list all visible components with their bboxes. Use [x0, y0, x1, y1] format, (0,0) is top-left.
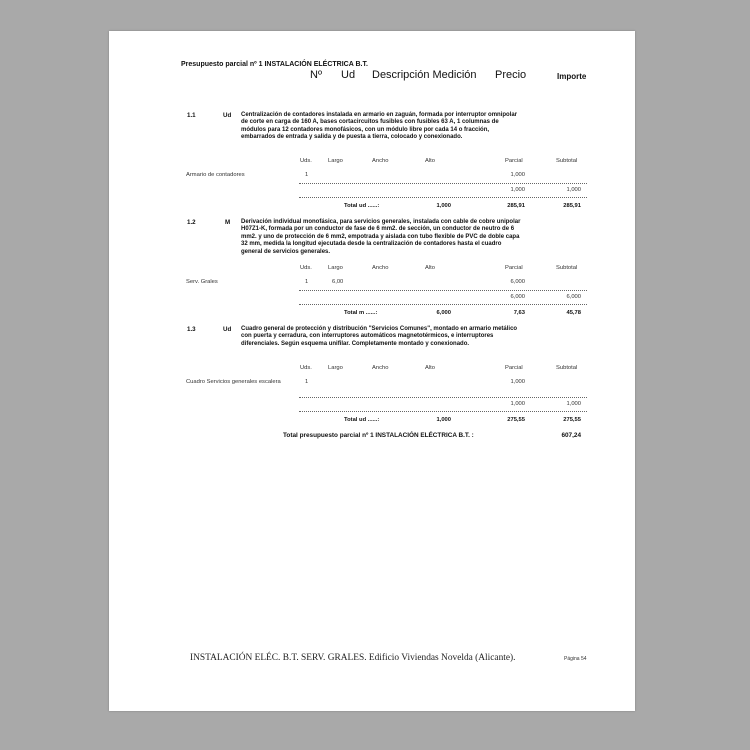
subtotal-value: 6,000 [566, 294, 581, 300]
subheader-parcial: Parcial [505, 158, 523, 164]
subheader-uds: Uds. [300, 365, 312, 371]
item-code: 1.1 [187, 112, 196, 119]
dotted-separator [299, 397, 587, 398]
subheader-alto: Alto [425, 365, 435, 371]
measurement-label: Serv. Grales [186, 279, 218, 285]
col-header-price: Precio [495, 69, 527, 81]
subheader-subtotal: Subtotal [556, 365, 578, 371]
total-price: 275,55 [507, 417, 525, 423]
total-label: Total ud ......: [344, 417, 380, 423]
dotted-separator [299, 197, 587, 198]
subheader-alto: Alto [425, 158, 435, 164]
item-code: 1.3 [187, 326, 196, 333]
total-quantity: 1,000 [436, 203, 451, 209]
subtotal-value: 1,000 [566, 401, 581, 407]
subheader-parcial: Parcial [505, 265, 523, 271]
total-quantity: 1,000 [436, 417, 451, 423]
document-page [109, 31, 635, 711]
total-quantity: 6,000 [436, 310, 451, 316]
dotted-separator [299, 183, 587, 184]
subtotal-parcial: 1,000 [510, 401, 525, 407]
subheader-largo: Largo [328, 158, 343, 164]
subtotal-value: 1,000 [566, 187, 581, 193]
item-unit: Ud [223, 112, 232, 119]
subheader-parcial: Parcial [505, 365, 523, 371]
subheader-subtotal: Subtotal [556, 158, 578, 164]
total-price: 7,63 [513, 310, 525, 316]
subheader-uds: Uds. [300, 158, 312, 164]
col-header-description: Descripción Medición [372, 69, 477, 81]
measurement-uds: 1 [305, 279, 309, 285]
subheader-subtotal: Subtotal [556, 265, 578, 271]
subtotal-parcial: 6,000 [510, 294, 525, 300]
dotted-separator [299, 290, 587, 291]
measurement-uds: 1 [305, 172, 309, 178]
total-amount: 45,78 [566, 310, 581, 316]
subheader-largo: Largo [328, 265, 343, 271]
item-description: Derivación individual monofásica, para servicios generales, instalada con cable de cobre unipolar H07Z1-K, formada por un conductor de fase de 6 mm2. de sección, un conductor de neutro de 6 mm2. y uno de protección de 6 mm2, empotrada y aislada con tubo flexible de PVC de doble capa 32 mm, medida la longitud ejecutada desde la centralización de contadores hasta el cuadro general de servicios generales. [241, 219, 521, 255]
dotted-separator [299, 411, 587, 412]
subheader-largo: Largo [328, 365, 343, 371]
measurement-parcial: 1,000 [510, 379, 525, 385]
budget-title: Presupuesto parcial nº 1 INSTALACIÓN ELÉCTRICA B.T. [181, 61, 368, 68]
measurement-label: Cuadro Servicios generales escalera [186, 379, 281, 385]
total-amount: 285,91 [563, 203, 581, 209]
item-unit: M [225, 219, 231, 226]
item-description: Centralización de contadores instalada en armario en zaguán, formada por interruptor omnipolar de corte en carga de 160 A, bases cortacircuitos fusibles con fusibles 63 A, 1 columnas de módulos para 12 contadores monofásicos, con un módulo libre por cada 14 o fracción, embarrados de entrada y salida y de puesta a tierra, colocado y conexionado. [241, 112, 518, 141]
total-label: Total ud ......: [344, 203, 380, 209]
footer-text: INSTALACIÓN ELÉC. B.T. SERV. GRALES. Edificio Viviendas Novelda (Alicante). [190, 653, 516, 663]
measurement-label: Armario de contadores [186, 172, 245, 178]
grand-total-label: Total presupuesto parcial nº 1 INSTALACIÓN ELÉCTRICA B.T. : [283, 432, 474, 439]
subheader-ancho: Ancho [372, 158, 389, 164]
measurement-parcial: 6,000 [510, 279, 525, 285]
grand-total-amount: 607,24 [561, 432, 581, 439]
item-code: 1.2 [187, 219, 196, 226]
item-description: Cuadro general de protección y distribución "Servicios Comunes", montado en armario metálico con puerta y cerradura, con interruptores automáticos magnetotérmicos, e interruptores diferenciales. Según esquema unifilar. Completamente montado y conexionado. [241, 326, 518, 347]
dotted-separator [299, 304, 587, 305]
total-label: Total m ......: [344, 310, 378, 316]
measurement-parcial: 1,000 [510, 172, 525, 178]
item-unit: Ud [223, 326, 232, 333]
total-amount: 275,55 [563, 417, 581, 423]
subheader-alto: Alto [425, 265, 435, 271]
col-header-amount: Importe [557, 72, 587, 81]
page-number: Página 54 [564, 656, 587, 662]
subheader-ancho: Ancho [372, 365, 389, 371]
subtotal-parcial: 1,000 [510, 187, 525, 193]
subheader-ancho: Ancho [372, 265, 389, 271]
col-header-unit: Ud [341, 69, 356, 81]
measurement-uds: 1 [305, 379, 309, 385]
col-header-number: Nº [310, 69, 322, 81]
measurement-largo: 6,00 [332, 279, 344, 285]
total-price: 285,91 [507, 203, 525, 209]
subheader-uds: Uds. [300, 265, 312, 271]
